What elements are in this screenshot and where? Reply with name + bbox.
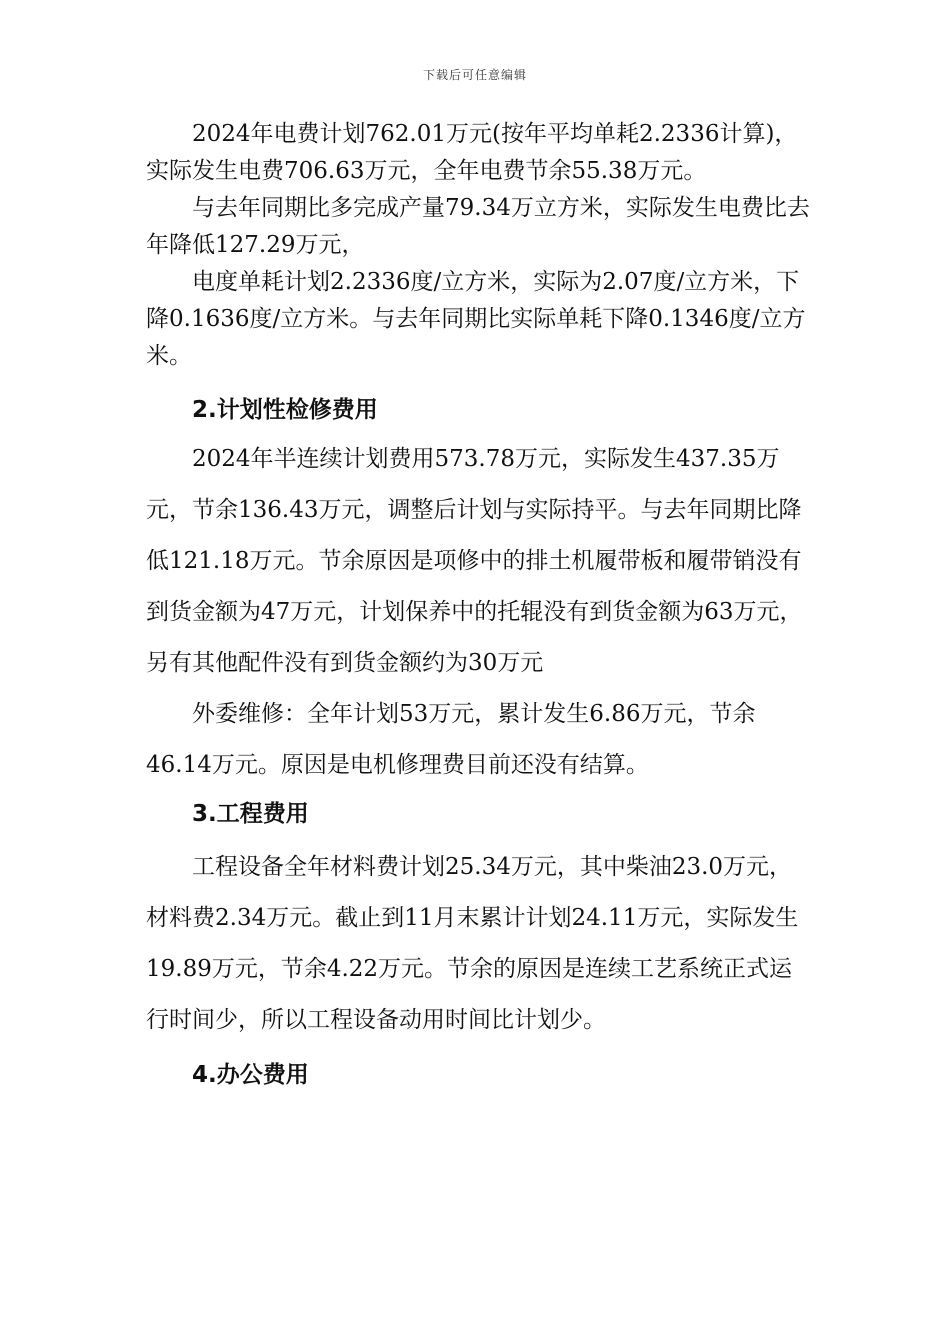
maintenance-paragraph-2: 外委维修：全年计划53万元，累计发生6.86万元，节余46.14万元。原因是电机修理费目前还没有结算。 bbox=[146, 701, 756, 778]
page-header-note: 下载后可任意编辑 bbox=[422, 68, 527, 82]
maintenance-paragraph-1: 2024年半连续计划费用573.78万元，实际发生437.35万元，节余136.43万元，调整后计划与实际持平。与去年同期比降低121.18万元。节余原因是项修中的排土机履带板和履带销没有到货金额为47万元，计划保养中的托辊没有到货金额为63万元，另有其他配件没有到货金额约为30万元 bbox=[146, 446, 803, 676]
engineering-paragraph-1: 工程设备全年材料费计划25.34万元，其中柴油23.0万元，材料费2.34万元。截止到11月末累计计划24.11万元，实际发生19.89万元，节余4.22万元。节余的原因是连续工艺系统正式运行时间少，所以工程设备动用时间比计划少。 bbox=[146, 854, 799, 1033]
electricity-paragraph-1: 2024年电费计划762.01万元(按年平均单耗2.2336计算)，实际发生电费706.63万元，全年电费节余55.38万元。 bbox=[146, 121, 798, 184]
electricity-paragraph-2: 与去年同期比多完成产量79.34万立方米，实际发生电费比去年降低127.29万元， bbox=[146, 195, 810, 258]
maintenance-heading: 2.计划性检修费用 bbox=[192, 397, 378, 423]
engineering-section bbox=[146, 842, 810, 1046]
engineering-heading: 3.工程费用 bbox=[192, 801, 309, 827]
office-heading: 4.办公费用 bbox=[192, 1062, 309, 1088]
electricity-section bbox=[146, 116, 810, 375]
document-body bbox=[146, 116, 810, 1089]
electricity-paragraph-3: 电度单耗计划2.2336度/立方米，实际为2.07度/立方米，下降0.1636度/立方米。与去年同期比实际单耗下降0.1346度/立方米。 bbox=[146, 269, 806, 369]
maintenance-section bbox=[146, 434, 810, 791]
